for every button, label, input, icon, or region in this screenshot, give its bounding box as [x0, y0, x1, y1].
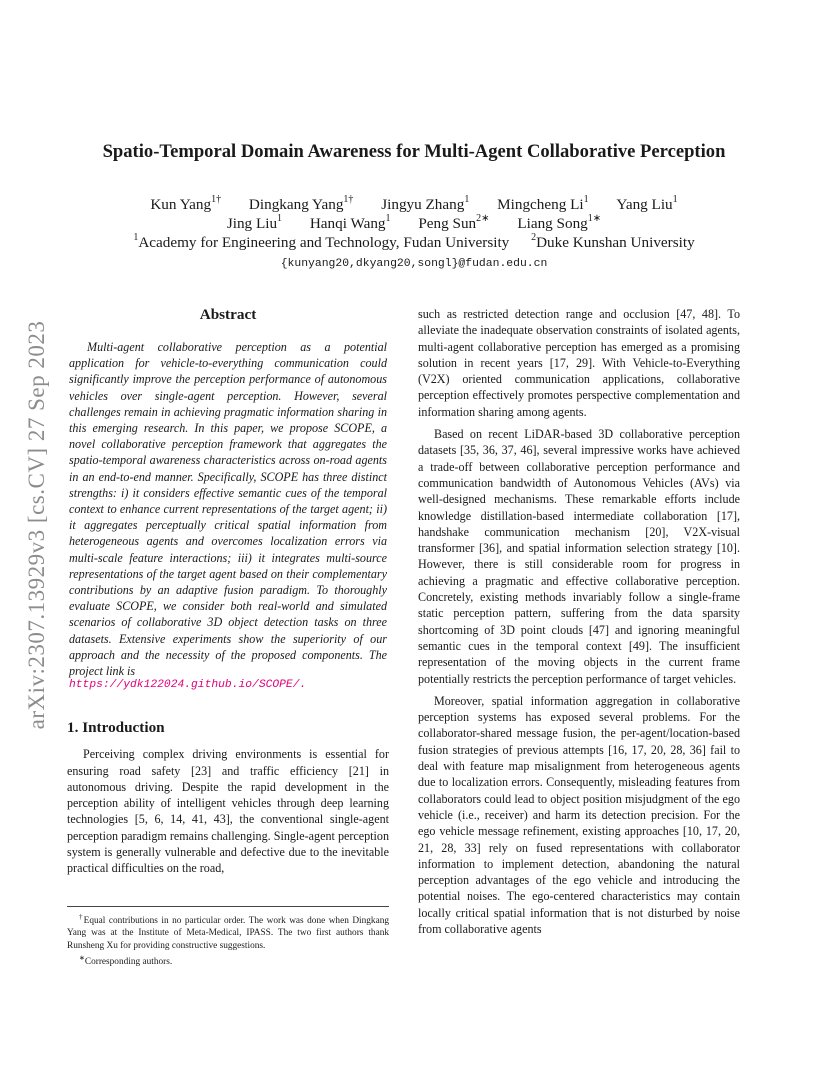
author: Peng Sun$^{2∗}$ — [418, 213, 490, 233]
body-paragraph: such as restricted detection range and occlusion [47, 48]. To alleviate the inadequate observation constraints of isolated agents, multi-agent collaborative perception has emerged as a promising solution in recent years [17, 29]. With Vehicle-to-Everything (V2X) oriented communication applications, collaborative perception effectively promotes perspective complementation and information sharing among agents. — [418, 307, 740, 419]
author: Mingcheng Li$^1$ — [497, 194, 589, 214]
footnote-equal-contribution: †Equal contributions in no particular order. The work was done when Dingkang Yang was at the Institute of Meta-Medical, IPASS. The two first authors thank Runsheng Xu for providing constructive suggestions. — [67, 913, 389, 951]
abstract-body: Multi-agent collaborative perception as a potential application for vehicle-to-everything communication could significantly improve the perception performance of autonomous vehicles over single-agent perception. However, several challenges remain in achieving pragmatic information sharing in this emerging research. In this paper, we propose SCOPE, a novel collaborative perception framework that aggregates the spatio-temporal awareness characteristics across on-road agents in an end-to-end manner. Specifically, SCOPE has three distinct strengths: i) it considers effective semantic cues of the temporal context to enhance current representations of the target agent; ii) it aggregates perceptually critical spatial information from heterogeneous agents and overcomes localization errors via multi-scale feature interactions; iii) it integrates multi-source representations of the target agent based on their complementary contributions by an adaptive fusion paradigm. To thoroughly evaluate SCOPE, we consider both real-world and simulated scenarios of collaborative 3D object detection tasks on three datasets. Extensive experiments show the superiority of our approach and the necessity of the proposed components. The project link is — [69, 340, 387, 679]
body-paragraph: Moreover, spatial information aggregation in collaborative perception systems has exposed several problems. For the collaborator-shared message fusion, the per-agent/location-based fusion strategies of previous attempts [16, 17, 20, 28, 36] fail to deal with feature map misalignment from heterogeneous agents due to localization errors. Consequently, misleading features from collaborators could lead to object position misjudgment of the ego vehicle (i.e., receiver) and harm its detection precision. For the ego vehicle message refinement, existing approaches [10, 17, 20, 21, 28, 33] rely on fused representations with collaborator information to implement detection, abandoning the natural perception advantages of the ego vehicle and introducing the potential noises. The ego-centered characteristics may contain locally critical spatial information that is not disturbed by noise from collaborative agents — [418, 693, 740, 936]
right-column — [418, 306, 740, 937]
author-email: {kunyang20,dkyang20,songl}@fudan.edu.cn — [280, 258, 548, 270]
authors-row-2 — [0, 214, 828, 233]
left-column — [67, 306, 389, 877]
footnote-corresponding: ∗Corresponding authors. — [79, 953, 173, 967]
project-link[interactable]: https://ydk122024.github.io/SCOPE/. — [69, 679, 307, 692]
author: Hanqi Wang$^1$ — [309, 213, 391, 233]
author: Jingyu Zhang$^1$ — [381, 194, 470, 214]
introduction-heading: 1. Introduction — [67, 719, 165, 737]
paper-title: Spatio-Temporal Domain Awareness for Multi-Agent Collaborative Perception — [102, 141, 726, 162]
footnotes — [67, 906, 389, 968]
introduction-paragraph: Perceiving complex driving environments is essential for ensuring road safety [23] and traffic efficiency [21] in autonomous driving. Despite the rapid development in the perception ability of intelligent vehicles through deep learning technologies [5, 6, 14, 41, 43], the conventional single-agent perception paradigm remains challenging. Single-agent perception system is generally vulnerable and defective due to the inevitable practical difficulties on the road, — [67, 747, 389, 876]
author: Jing Liu$^1$ — [226, 213, 283, 233]
affiliation: $^2$Duke Kunshan University — [531, 232, 695, 252]
abstract-heading: Abstract — [199, 306, 257, 323]
author: Yang Liu$^1$ — [616, 194, 678, 214]
arxiv-identifier-stamp — [22, 290, 52, 760]
author: Dingkang Yang$^{1\dagger}$ — [248, 194, 354, 214]
author: Liang Song$^{1∗}$ — [517, 213, 602, 233]
authors-row-1 — [0, 195, 828, 214]
body-paragraph: Based on recent LiDAR-based 3D collaborative perception datasets [35, 36, 37, 46], several impressive works have achieved a trade-off between collaborative perception performance and communication bandwidth of Autonomous Vehicles (AVs) via well-designed mechanisms. These remarkable efforts include knowledge distillation-based intermediate collaboration [17], handshake communication mechanism [20], V2X-visual transformer [36], and spatial information selection strategy [10]. However, there is still considerable room for progress in achieving a pragmatic and effective collaborative perception. Concretely, existing methods invariably follow a single-frame static perception pattern, suffering from the data sparsity shortcoming of 3D point clouds [47] and ignoring meaningful semantic cues in the temporal context [49]. The insufficient representation of the moving objects in the current frame potentially restricts the perception performance of target vehicles. — [418, 427, 740, 686]
arxiv-identifier: arXiv:2307.13929v3 [cs.CV] 27 Sep 2023 — [24, 320, 49, 730]
author: Kun Yang$^{1\dagger}$ — [150, 194, 222, 214]
affiliations — [0, 233, 828, 252]
affiliation: $^1$Academy for Engineering and Technology, Fudan University — [133, 232, 510, 252]
